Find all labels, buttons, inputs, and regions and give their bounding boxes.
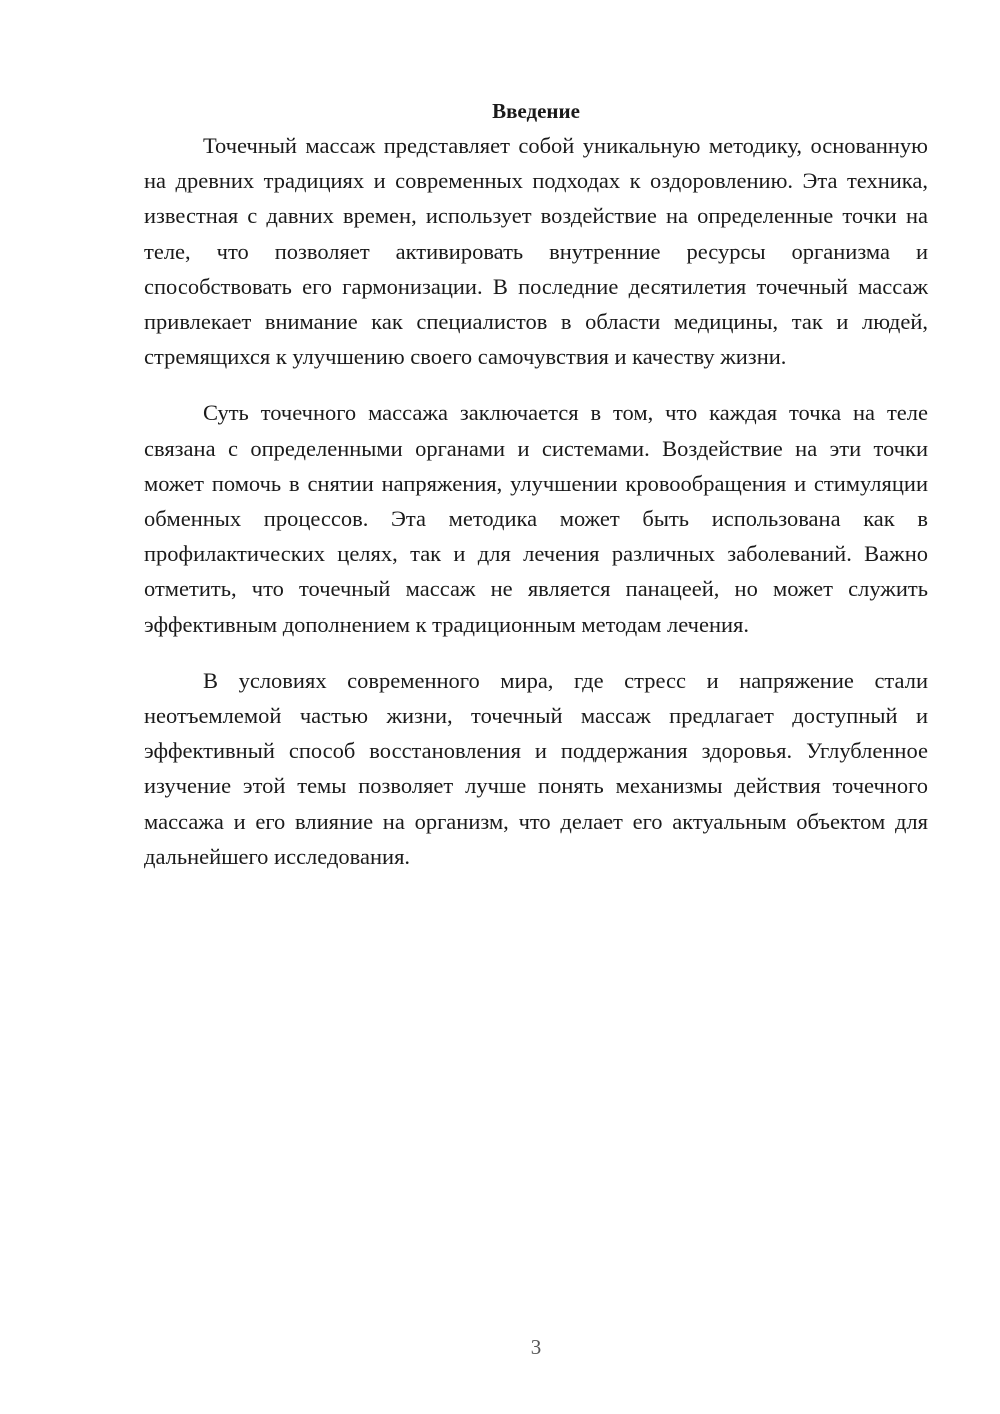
page-content [144, 94, 928, 874]
section-heading: Введение [492, 99, 580, 123]
paragraph-1: Точечный массаж представляет собой уникальную методику, основанную на древних традициях и современных подходах к оздоровлению. Эта техника, известная с давних времен, использует воздействие на определенные точки на теле, что позволяет активировать внутренние ресурсы организма и способствовать его гармонизации. В последние десятилетия точечный массаж привлекает внимание как специалистов в области медицины, так и людей, стремящихся к улучшению своего самочувствия и качеству жизни. [144, 133, 928, 370]
page-number: 3 [530, 1335, 542, 1359]
paragraph-3: В условиях современного мира, где стресс и напряжение стали неотъемлемой частью жизни, точечный массаж предлагает доступный и эффективный способ восстановления и поддержания здоровья. Углубленное изучение этой темы позволяет лучше понять механизмы действия точечного массажа и его влияние на организм, что делает его актуальным объектом для дальнейшего исследования. [144, 667, 928, 869]
paragraph-2: Суть точечного массажа заключается в том, что каждая точка на теле связана с определенными органами и системами. Воздействие на эти точки может помочь в снятии напряжения, улучшении кровообращения и стимуляции обменных процессов. Эта методика может быть использована как в профилактических целях, так и для лечения различных заболеваний. Важно отметить, что точечный массаж не является панацеей, но может служить эффективным дополнением к традиционным методам лечения. [144, 400, 928, 637]
